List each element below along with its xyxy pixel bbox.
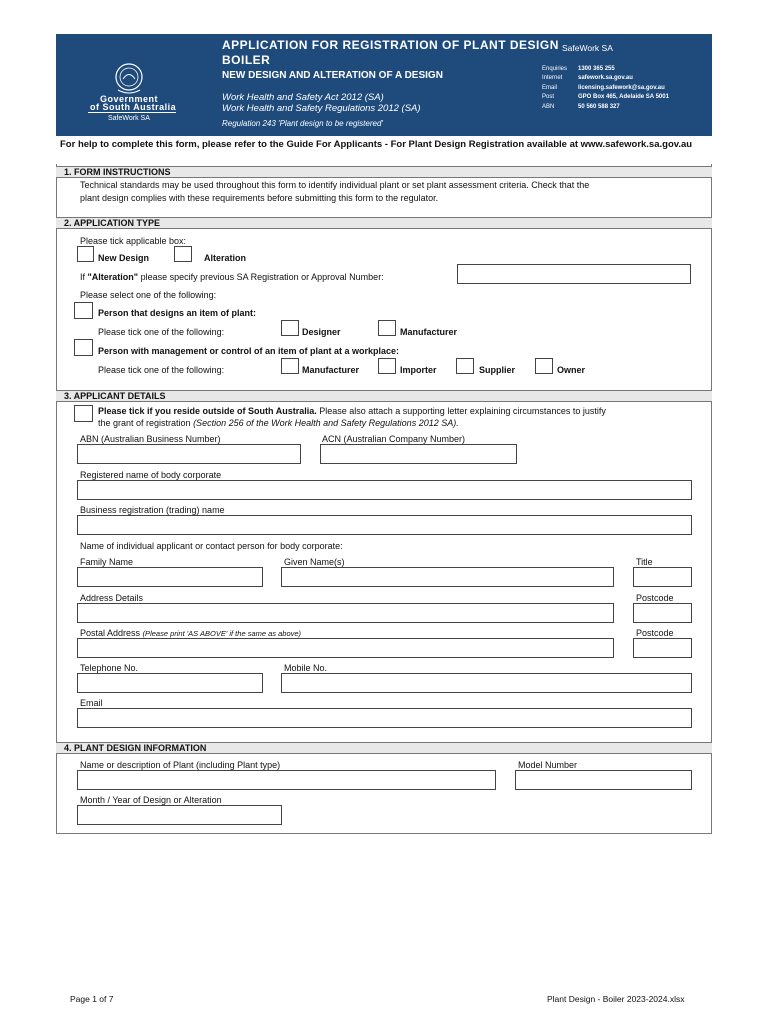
gov-divider bbox=[88, 112, 176, 113]
section-4-header: 4. PLANT DESIGN INFORMATION bbox=[56, 742, 712, 754]
email-input[interactable] bbox=[77, 708, 692, 728]
section-1-header: 1. FORM INSTRUCTIONS bbox=[56, 166, 712, 178]
manufacturer2-label: Manufacturer bbox=[302, 365, 360, 375]
postcode-input[interactable] bbox=[633, 603, 692, 623]
month-year-label: Month / Year of Design or Alteration bbox=[80, 795, 222, 805]
given-name-input[interactable] bbox=[281, 567, 614, 587]
help-text: For help to complete this form, please refer to the Guide For Applicants - For Plant Design Registration available at www.safework.sa.gov.au bbox=[60, 139, 693, 150]
outside-sa-note: the grant of registration (Section 256 of the Work Health and Safety Regulations 2012 SA). bbox=[98, 418, 459, 428]
contact-value: 50 560 588 327 bbox=[578, 104, 620, 110]
postal-address-label: Postal Address (Please print 'AS ABOVE' if the same as above) bbox=[80, 628, 302, 638]
instructions-line2: plant design complies with these requirements before submitting this form to the regulator. bbox=[80, 193, 439, 203]
alteration-checkbox[interactable] bbox=[174, 246, 192, 262]
person-designs-label: Person that designs an item of plant: bbox=[98, 308, 257, 318]
instructions-line1: Technical standards may be used throughout this form to identify individual plant or set plant assessment criteria. Check that the bbox=[80, 180, 590, 190]
form-title-line2: BOILER bbox=[222, 53, 271, 67]
individual-label: Name of individual applicant or contact person for body corporate: bbox=[80, 541, 343, 551]
alteration-number-label: If "Alteration" please specify previous SA Registration or Approval Number: bbox=[80, 272, 384, 282]
month-year-input[interactable] bbox=[77, 805, 282, 825]
gov-line1: Government bbox=[100, 94, 159, 104]
contact-value: safework.sa.gov.au bbox=[578, 75, 633, 81]
contact-label: ABN bbox=[542, 104, 555, 110]
manufacturer-label: Manufacturer bbox=[400, 327, 458, 337]
form-subtitle: NEW DESIGN AND ALTERATION OF A DESIGN bbox=[222, 70, 443, 81]
manufacturer2-checkbox[interactable] bbox=[281, 358, 299, 374]
supplier-label: Supplier bbox=[479, 365, 516, 375]
importer-label: Importer bbox=[400, 365, 437, 375]
email-label: Email bbox=[80, 698, 103, 708]
model-number-label: Model Number bbox=[518, 760, 578, 770]
regulations-reference: Work Health and Safety Regulations 2012 (SA) bbox=[222, 103, 421, 114]
new-design-label: New Design bbox=[98, 253, 150, 263]
tick-one-label-2: Please tick one of the following: bbox=[98, 365, 225, 375]
postcode-label: Postcode bbox=[636, 593, 674, 603]
importer-checkbox[interactable] bbox=[378, 358, 396, 374]
designer-label: Designer bbox=[302, 327, 341, 337]
previous-registration-input[interactable] bbox=[457, 264, 691, 284]
address-input[interactable] bbox=[77, 603, 614, 623]
designer-checkbox[interactable] bbox=[281, 320, 299, 336]
contact-value: GPO Box 465, Adelaide SA 5001 bbox=[578, 94, 669, 100]
person-management-label: Person with management or control of an item of plant at a workplace: bbox=[98, 346, 400, 356]
contact-value: 1300 365 255 bbox=[578, 66, 615, 72]
plant-name-input[interactable] bbox=[77, 770, 496, 790]
owner-label: Owner bbox=[557, 365, 586, 375]
select-one-label: Please select one of the following: bbox=[80, 290, 217, 300]
address-label: Address Details bbox=[80, 593, 144, 603]
owner-checkbox[interactable] bbox=[535, 358, 553, 374]
telephone-input[interactable] bbox=[77, 673, 263, 693]
family-name-input[interactable] bbox=[77, 567, 263, 587]
acn-input[interactable] bbox=[320, 444, 517, 464]
telephone-label: Telephone No. bbox=[80, 663, 139, 673]
alteration-label: Alteration bbox=[204, 253, 247, 263]
business-name-label: Business registration (trading) name bbox=[80, 505, 225, 515]
government-crest-icon bbox=[106, 62, 152, 96]
contact-label: Email bbox=[542, 85, 558, 91]
family-name-label: Family Name bbox=[80, 557, 134, 567]
page-number: Page 1 of 7 bbox=[70, 994, 114, 1004]
tick-applicable-label: Please tick applicable box: bbox=[80, 236, 187, 246]
acn-label: ACN (Australian Company Number) bbox=[322, 434, 466, 444]
manufacturer-checkbox[interactable] bbox=[378, 320, 396, 336]
new-design-checkbox[interactable] bbox=[77, 246, 94, 262]
outside-sa-label: Please tick if you reside outside of South Australia. Please also attach a supporting letter explaining circumstances to justify bbox=[98, 406, 606, 416]
postcode2-label: Postcode bbox=[636, 628, 674, 638]
contact-value: licensing.safework@sa.gov.au bbox=[578, 85, 665, 91]
act-reference: Work Health and Safety Act 2012 (SA) bbox=[222, 92, 384, 103]
abn-input[interactable] bbox=[77, 444, 301, 464]
model-number-input[interactable] bbox=[515, 770, 692, 790]
business-name-input[interactable] bbox=[77, 515, 692, 535]
mobile-input[interactable] bbox=[281, 673, 692, 693]
gov-line3: SafeWork SA bbox=[108, 115, 150, 122]
title-label: Title bbox=[636, 557, 653, 567]
registered-name-input[interactable] bbox=[77, 480, 692, 500]
tick-one-label: Please tick one of the following: bbox=[98, 327, 225, 337]
postal-address-input[interactable] bbox=[77, 638, 614, 658]
plant-name-label: Name or description of Plant (including Plant type) bbox=[80, 760, 281, 770]
section-3-header: 3. APPLICANT DETAILS bbox=[56, 390, 712, 402]
contact-label: Post bbox=[542, 94, 555, 100]
safework-label: SafeWork SA bbox=[562, 43, 613, 53]
form-title-line1: APPLICATION FOR REGISTRATION OF PLANT DESIGN bbox=[222, 38, 559, 52]
contact-label: Internet bbox=[542, 75, 563, 81]
file-name: Plant Design - Boiler 2023-2024.xlsx bbox=[547, 994, 685, 1004]
regulation-note: Regulation 243 'Plant design to be registered' bbox=[222, 119, 383, 128]
person-designs-checkbox[interactable] bbox=[74, 302, 93, 319]
section-2-header: 2. APPLICATION TYPE bbox=[56, 217, 712, 229]
gov-line2: of South Australia bbox=[90, 102, 177, 112]
outside-sa-checkbox[interactable] bbox=[74, 405, 93, 422]
given-name-label: Given Name(s) bbox=[284, 557, 345, 567]
title-input[interactable] bbox=[633, 567, 692, 587]
mobile-label: Mobile No. bbox=[284, 663, 328, 673]
postal-postcode-input[interactable] bbox=[633, 638, 692, 658]
contact-label: Enquiries bbox=[542, 66, 568, 72]
abn-label: ABN (Australian Business Number) bbox=[80, 434, 221, 444]
supplier-checkbox[interactable] bbox=[456, 358, 474, 374]
registered-name-label: Registered name of body corporate bbox=[80, 470, 222, 480]
person-management-checkbox[interactable] bbox=[74, 339, 93, 356]
